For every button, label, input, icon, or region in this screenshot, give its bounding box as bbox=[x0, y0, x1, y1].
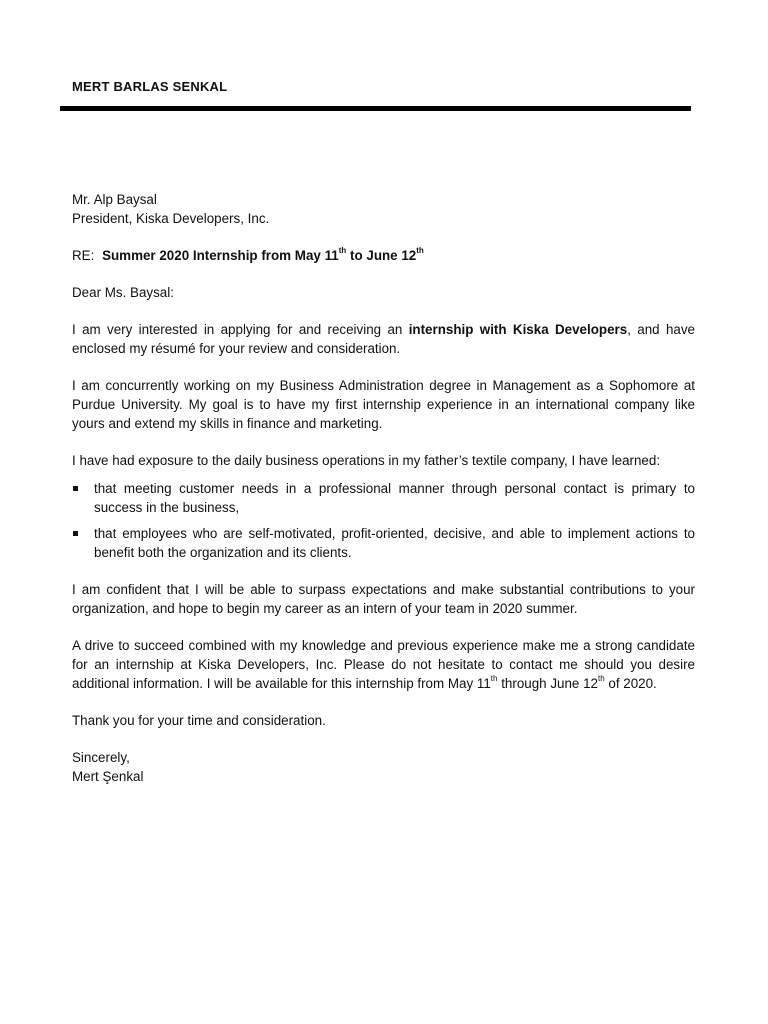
paragraph-1-before: I am very interested in applying for and receiving an bbox=[72, 322, 409, 337]
sender-name: MERT BARLAS SENKAL bbox=[72, 79, 228, 94]
paragraph-5-sup-2: th bbox=[597, 673, 605, 683]
paragraph-1 bbox=[72, 320, 695, 358]
salutation: Dear Ms. Baysal: bbox=[72, 285, 174, 300]
closing-thanks: Thank you for your time and consideration. bbox=[72, 713, 326, 728]
list-item bbox=[72, 524, 695, 562]
recipient-title: President, Kiska Developers, Inc. bbox=[72, 211, 270, 226]
paragraph-1-bold: internship with Kiska Developers bbox=[408, 322, 628, 337]
paragraph-5 bbox=[72, 636, 695, 693]
subject-label: RE: bbox=[72, 248, 95, 263]
subject-text bbox=[102, 245, 424, 263]
signoff: Sincerely, bbox=[72, 750, 130, 765]
paragraph-5-part-1: A drive to succeed combined with my knowledge and previous experience make me a strong candidate for an internship at Kiska Developers, Inc. Please do not hesitate to contact me should you desire additional information. I will be available for this internship from May 11 bbox=[72, 638, 695, 691]
subject-part-1: Summer 2020 Internship from May 11 bbox=[102, 248, 339, 263]
bullet-icon bbox=[73, 486, 78, 491]
list-item bbox=[72, 479, 695, 517]
subject-part-2: to June 12 bbox=[346, 248, 417, 263]
learned-list bbox=[72, 479, 695, 562]
paragraph-1-after: , and have enclosed my résumé for your review and consideration. bbox=[72, 322, 695, 356]
list-item-text: that meeting customer needs in a professional manner through personal contact is primary to success in the business, bbox=[94, 481, 695, 515]
paragraph-5-part-3: of 2020. bbox=[604, 676, 657, 691]
recipient-name: Mr. Alp Baysal bbox=[72, 192, 157, 207]
paragraph-4: I am confident that I will be able to surpass expectations and make substantial contributions to your organization, and hope to begin my career as an intern of your team in 2020 summer. bbox=[72, 582, 695, 616]
bullet-icon bbox=[73, 531, 78, 536]
letter-body bbox=[72, 190, 695, 786]
paragraph-5-part-2: through June 12 bbox=[497, 676, 598, 691]
subject-sup-1: th bbox=[338, 245, 347, 255]
subject-line bbox=[72, 246, 695, 265]
signature-name: Mert Şenkal bbox=[72, 769, 144, 784]
subject-sup-2: th bbox=[416, 245, 424, 255]
paragraph-5-sup-1: th bbox=[490, 673, 498, 683]
paragraph-3: I have had exposure to the daily business operations in my father’s textile company, I have learned: bbox=[72, 453, 661, 468]
list-item-text: that employees who are self-motivated, profit-oriented, decisive, and able to implement actions to benefit both the organization and its clients. bbox=[94, 526, 695, 560]
header-divider bbox=[60, 106, 691, 111]
paragraph-2: I am concurrently working on my Business Administration degree in Management as a Sophomore at Purdue University. My goal is to have my first internship experience in an international company like yours and extend my skills in finance and marketing. bbox=[72, 378, 695, 431]
